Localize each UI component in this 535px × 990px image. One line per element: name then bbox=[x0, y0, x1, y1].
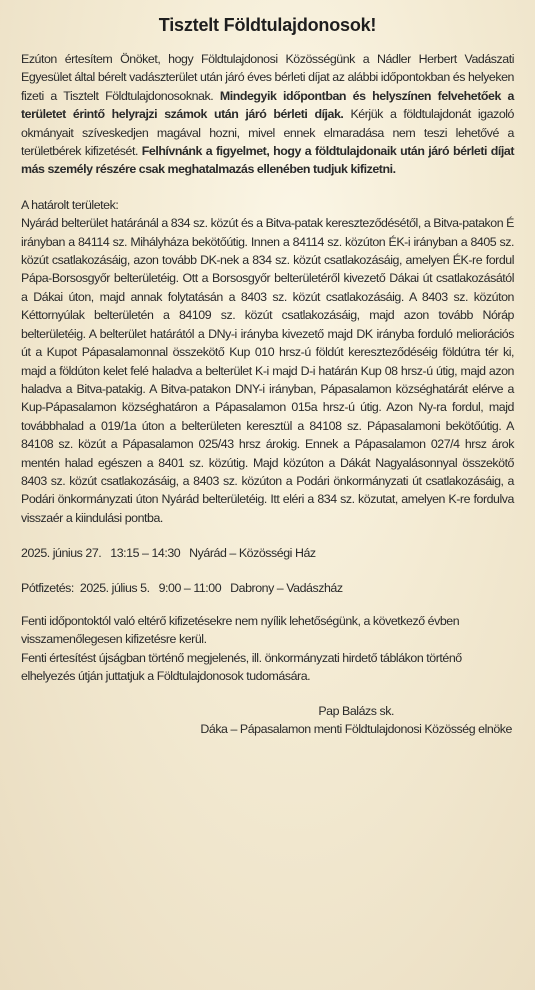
signature-block bbox=[21, 702, 514, 739]
note-publication: Fenti értesítést újságban történő megjelenés, ill. önkormányzati hirdető táblákon történő elhelyezés útján juttatjuk a Földtulajdonosok tudomására. bbox=[21, 650, 462, 684]
schedule-extra: Pótfizetés: 2025. július 5. 9:00 – 11:00 Dabrony – Vadászház bbox=[21, 580, 343, 595]
areas-heading: A határolt területek: bbox=[21, 197, 119, 212]
intro-text-2: Kérjük a földtulajdonát igazoló okmányait szíveskedjen magával hozni, mivel ennek elmaradása nem teszi lehetővé a területbérek kifizetését. bbox=[21, 107, 514, 159]
signature-role: Dáka – Pápasalamon menti Földtulajdonosi Közösség elnöke bbox=[200, 722, 512, 736]
note-payment-deviation: Fenti időpontoktól való eltérő kifizetésekre nem nyílik lehetőségünk, a következő évben visszamenőlegesen kifizetésre kerül. bbox=[21, 613, 460, 647]
schedule-main: 2025. június 27. 13:15 – 14:30 Nyárád – Közösségi Ház bbox=[21, 546, 316, 561]
intro-bold-2: Felhívnánk a figyelmet, hogy a földtulajdonaik után járó bérleti díjat más személy részére csak meghatalmazás ellenében tudjuk kifizetni. bbox=[21, 144, 514, 177]
signature-name: Pap Balázs sk. bbox=[318, 703, 394, 718]
intro-bold-1: Mindegyik időpontban és helyszínen felvehetőek a területet érintő helyrajzi számok után járó bérleti díjak. bbox=[21, 88, 514, 122]
intro-text-1: Ezúton értesítem Önöket, hogy Földtulajdonosi Közösségünk a Nádler Herbert Vadászati Egyesület által bérelt vadászterület után járó éves bérleti díjat az alábbi időpontokban és helyeken fizeti a Tisztelt Földtulajdonosoknak. bbox=[21, 52, 514, 103]
areas-description: Nyárád belterület határánál a 834 sz. közút és a Bitva-patak kereszteződésétől, a Bitva-patakon É irányban a 84114 sz. Mihályháza bekötőútig. Innen a 84114 sz. közúton ÉK-i irányban a 8405 sz. közút csatlakozásáig, azon tovább DK-nek a 834 sz. közút csatlakozásáig, amelyen ÉK-re fordul Pápa-Borsosgyőr belterületéig. Ott a Borsosgyőr belterületéről kivezető Dákai út csatlakozásától a Dákai úton, majd annak folytatásán a 8403 sz. közút csatlakozásáig. A 8403 sz. közúton Kéttornyúlak belterületén a 84109 sz. közút csatlakozásáig, majd azon tovább Nóráp belterületéig. A belterület határától a DNy-i irányba kivezető majd DK irányba forduló meliorációs út a Kupot Pápasalamonnal összekötő Kup 010 hrsz-ú földút kereszteződéséig földútra tér ki, majd a földúton kelet felé haladva a belterület K-i majd D-i határán Kup 08 hrsz-ú útig, majd azon haladva a Bitva-patakig. A Bitva-patakon DNY-i irányban, Pápasalamon községhatárát elérve a Kup-Pápasalamon községhatáron a Pápasalamon 015a hrsz-ú útig. Azon Ny-ra fordul, majd továbbhalad a 019/1a úton a belterületen keresztül a 84108 sz. Pápasalamoni bekötőútig. A 84108 sz. közút a Pápasalamon 025/43 hrsz árokig. Ennek a Pápasalamon 027/4 hrsz árok mentén halad egészen a 8401 sz. közútig. Majd közúton a Dákát Nagyalásonnyal összekötő 8403 sz. közút csatlakozásáig, a 8403 sz. közúton a Podári önkormányzati út csatlakozásáig, a Podári önkormányzati úton Nyárád belterületéig. Itt eléri a 834 sz. közutat, amelyen K-re fordulva visszaér a kiindulási pontba. bbox=[21, 216, 514, 525]
intro-paragraph bbox=[21, 50, 514, 179]
notice-title: Tisztelt Földtulajdonosok! bbox=[158, 15, 377, 35]
